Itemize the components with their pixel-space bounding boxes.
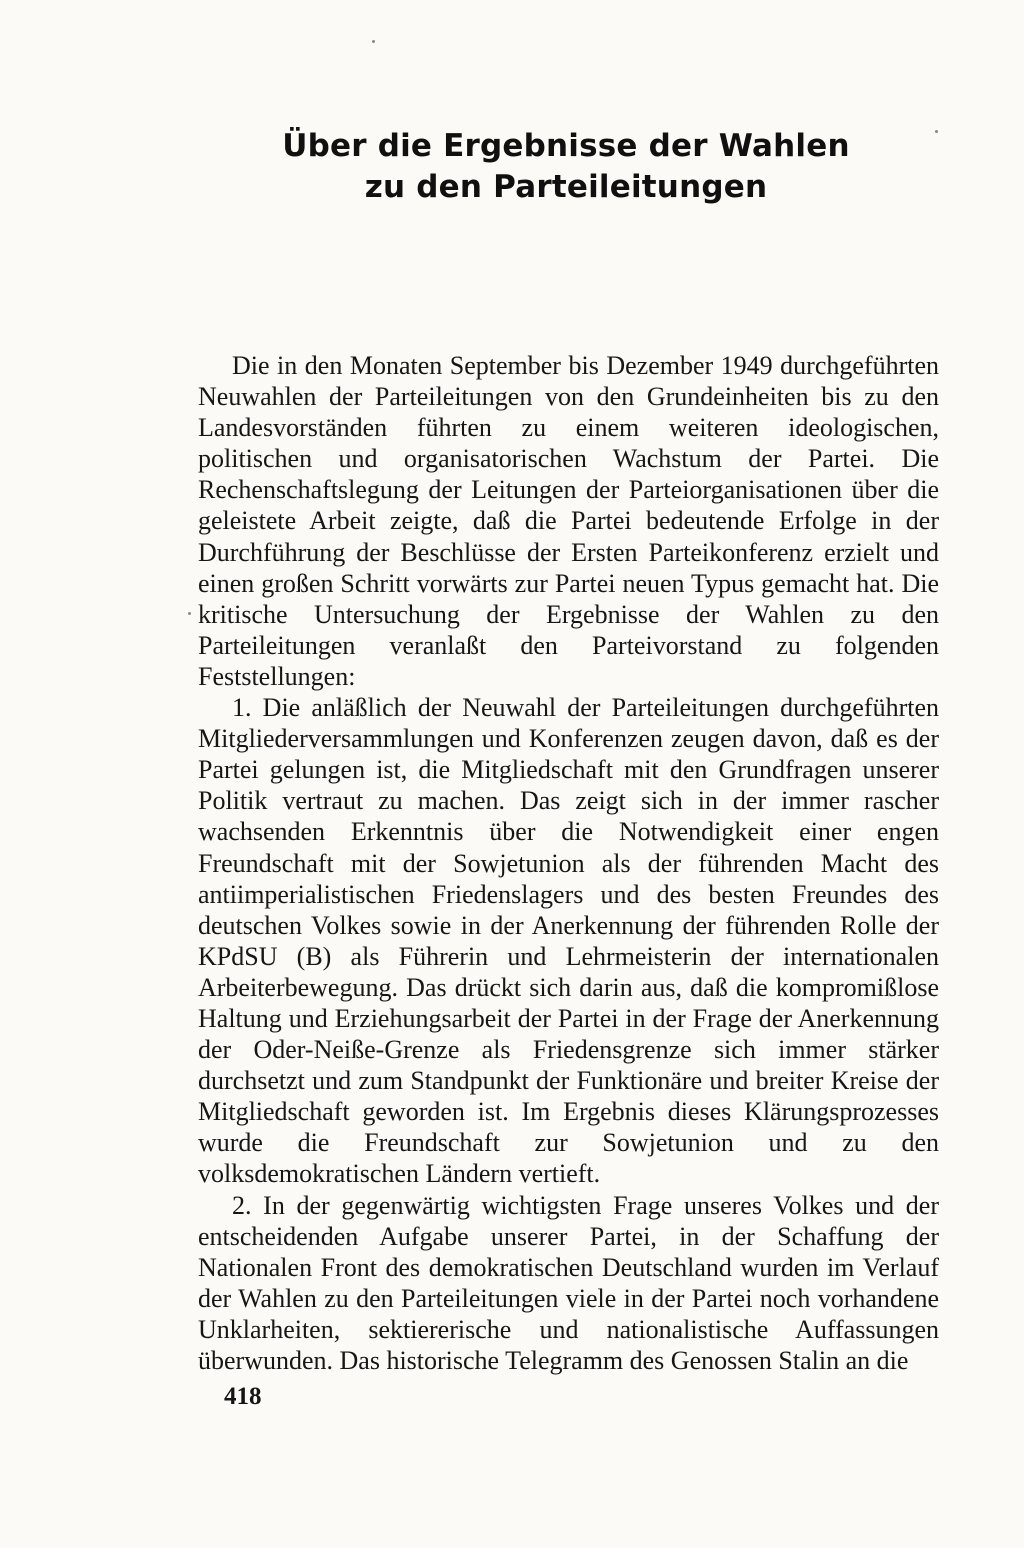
print-speck [188,612,191,615]
page-title [200,126,932,208]
paragraph-intro: Die in den Monaten September bis Dezember 1949 durchgeführten Neuwahlen der Parteileitungen von den Grundeinheiten bis zu den Landesvorständen führten zu einem weiteren ideologischen, politischen und organisatorischen Wachstum der Partei. Die Rechenschaftslegung der Leitungen der Parteiorganisationen über die geleistete Arbeit zeigte, daß die Partei bedeutende Erfolge in der Durchführung der Beschlüsse der Ersten Parteikonferenz erzielt und einen großen Schritt vorwärts zur Partei neuen Typus gemacht hat. Die kritische Untersuchung der Ergebnisse der Wahlen zu den Parteileitungen veranlaßt den Parteivorstand zu folgenden Feststellungen: [198,351,939,691]
page-number: 418 [224,1383,262,1410]
print-speck [935,130,938,133]
title-line-2: zu den Parteileitungen [364,169,768,205]
paragraph-point-2: 2. In der gegenwärtig wichtigsten Frage unseres Volkes und der entscheidenden Aufgabe unserer Partei, in der Schaffung der Nationalen Front des demokratischen Deutschland wurden im Verlauf der Wahlen zu den Parteileitungen viele in der Partei noch vorhandene Unklarheiten, sektiererische und nationalistische Auffassungen überwunden. Das historische Telegramm des Genossen Stalin an die [198,1190,939,1375]
body-text [198,350,939,1376]
paragraph-point-1: 1. Die anläßlich der Neuwahl der Parteileitungen durchgeführten Mitgliederversammlungen und Konferenzen zeugen davon, daß es der Partei gelungen ist, die Mitgliedschaft mit den Grundfragen unserer Politik vertraut zu machen. Das zeigt sich in der immer rascher wachsenden Erkenntnis über die Notwendigkeit einer engen Freundschaft mit der Sowjetunion als der führenden Macht des antiimperialistischen Friedenslagers und des besten Freundes des deutschen Volkes sowie in der Anerkennung der führenden Rolle der KPdSU (B) als Führerin und Lehrmeisterin der internationalen Arbeiterbewegung. Das drückt sich darin aus, daß die kompromißlose Haltung und Erziehungsarbeit der Partei in der Frage der Anerkennung der Oder-Neiße-Grenze als Friedensgrenze sich immer stärker durchsetzt und zum Standpunkt der Funktionäre und breiter Kreise der Mitgliedschaft geworden ist. Im Ergebnis dieses Klärungsprozesses wurde die Freundschaft zur Sowjetunion und zu den volksdemokratischen Ländern vertieft. [198,693,939,1189]
print-speck [372,40,375,43]
title-line-1: Über die Ergebnisse der Wahlen [282,128,850,164]
